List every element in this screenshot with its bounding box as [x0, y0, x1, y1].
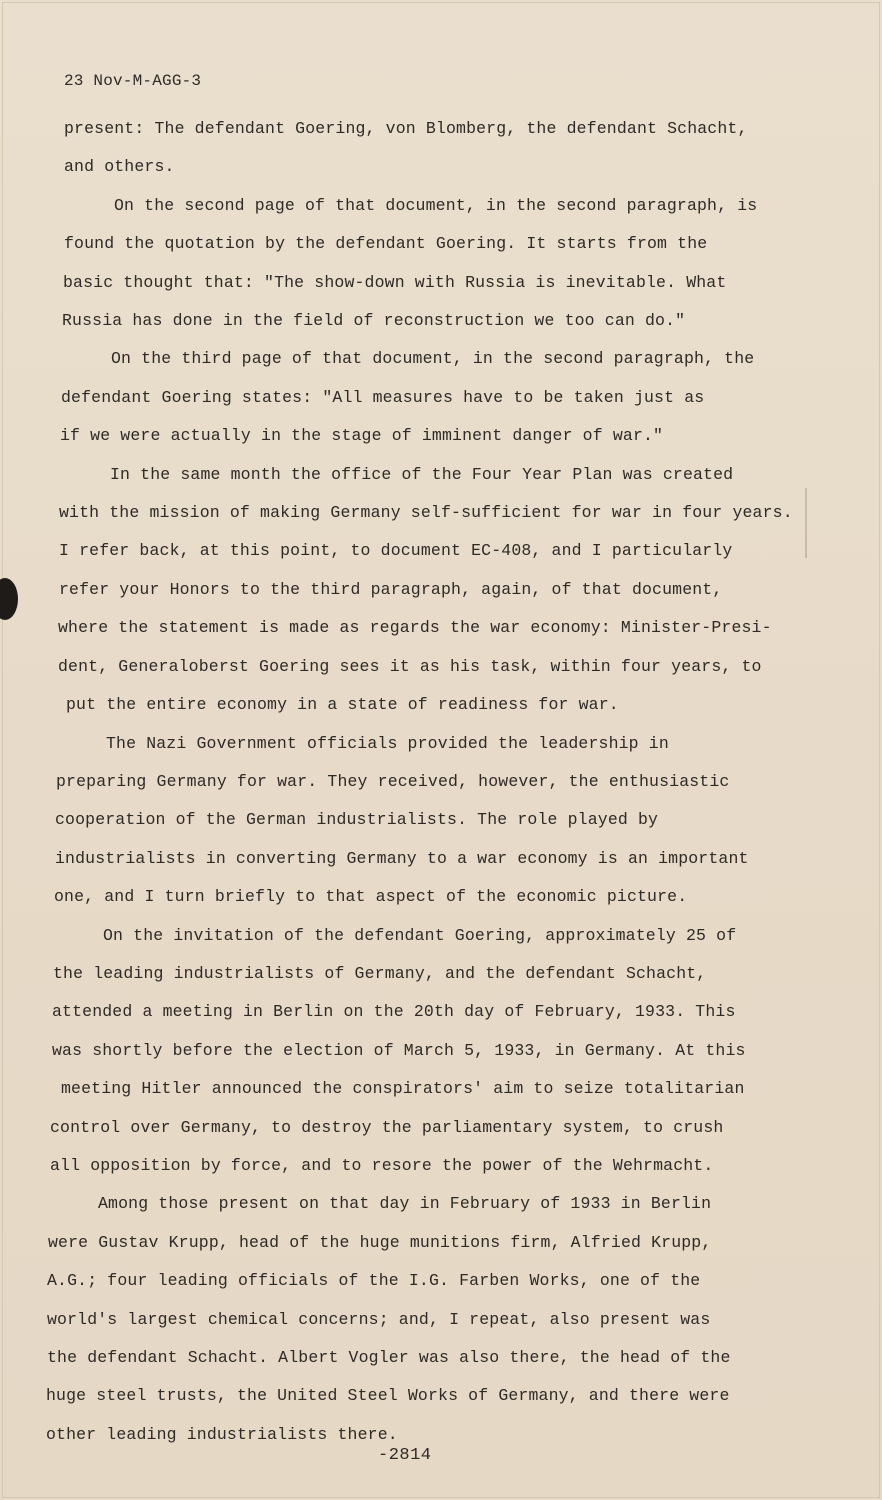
- text-line: present: The defendant Goering, von Blomberg, the defendant Schacht,: [64, 119, 748, 138]
- text-line: industrialists in converting Germany to a war economy is an important: [55, 848, 749, 868]
- text-line: where the statement is made as regards the war economy: Minister-Presi-: [58, 618, 772, 638]
- text-line: put the entire economy in a state of readiness for war.: [66, 695, 619, 715]
- text-line: all opposition by force, and to resore the power of the Wehrmacht.: [50, 1155, 714, 1175]
- text-line: I refer back, at this point, to document EC-408, and I particularly: [59, 541, 733, 561]
- body-text: [46, 110, 793, 1454]
- text-line: defendant Goering states: "All measures have to be taken just as: [61, 387, 705, 407]
- text-line: were Gustav Krupp, head of the huge munitions firm, Alfried Krupp,: [48, 1232, 712, 1252]
- text-line: In the same month the office of the Four Year Plan was created: [110, 464, 734, 484]
- text-line: On the second page of that document, in the second paragraph, is: [114, 195, 758, 215]
- text-line: one, and I turn briefly to that aspect of the economic picture.: [54, 887, 688, 907]
- text-line: other leading industrialists there.: [46, 1424, 398, 1444]
- text-line: the leading industrialists of Germany, and the defendant Schacht,: [53, 963, 707, 983]
- text-line: attended a meeting in Berlin on the 20th day of February, 1933. This: [52, 1002, 736, 1022]
- text-line: dent, Generaloberst Goering sees it as his task, within four years, to: [58, 656, 762, 676]
- text-line: meeting Hitler announced the conspirators' aim to seize totalitarian: [61, 1079, 745, 1099]
- text-line: basic thought that: "The show-down with Russia is inevitable. What: [63, 272, 727, 292]
- text-line: control over Germany, to destroy the parliamentary system, to crush: [50, 1117, 724, 1137]
- text-line: if we were actually in the stage of imminent danger of war.": [60, 426, 664, 446]
- margin-mark: [805, 488, 807, 558]
- text-line: world's largest chemical concerns; and, I repeat, also present was: [47, 1309, 711, 1329]
- text-line: the defendant Schacht. Albert Vogler was also there, the head of the: [47, 1348, 731, 1367]
- page-number: -2814: [378, 1446, 432, 1465]
- text-line: preparing Germany for war. They received, however, the enthusiastic: [56, 771, 730, 791]
- document-code: 23 Nov-M-AGG-3: [64, 72, 202, 90]
- text-line: was shortly before the election of March 5, 1933, in Germany. At this: [52, 1040, 746, 1060]
- text-line: Among those present on that day in February of 1933 in Berlin: [98, 1194, 712, 1214]
- text-line: and others.: [64, 157, 175, 177]
- text-line: found the quotation by the defendant Goering. It starts from the: [64, 234, 708, 254]
- text-line: A.G.; four leading officials of the I.G. Farben Works, one of the: [47, 1271, 701, 1291]
- punch-hole: [0, 578, 18, 620]
- text-line: cooperation of the German industrialists. The role played by: [55, 810, 659, 830]
- text-line: Russia has done in the field of reconstruction we too can do.": [62, 311, 686, 331]
- text-line: with the mission of making Germany self-sufficient for war in four years.: [59, 503, 793, 523]
- text-line: On the third page of that document, in the second paragraph, the: [111, 349, 755, 369]
- text-line: refer your Honors to the third paragraph, again, of that document,: [59, 579, 723, 599]
- text-line: On the invitation of the defendant Goering, approximately 25 of: [103, 925, 737, 945]
- text-line: The Nazi Government officials provided the leadership in: [106, 733, 669, 753]
- text-line: huge steel trusts, the United Steel Works of Germany, and there were: [46, 1386, 730, 1406]
